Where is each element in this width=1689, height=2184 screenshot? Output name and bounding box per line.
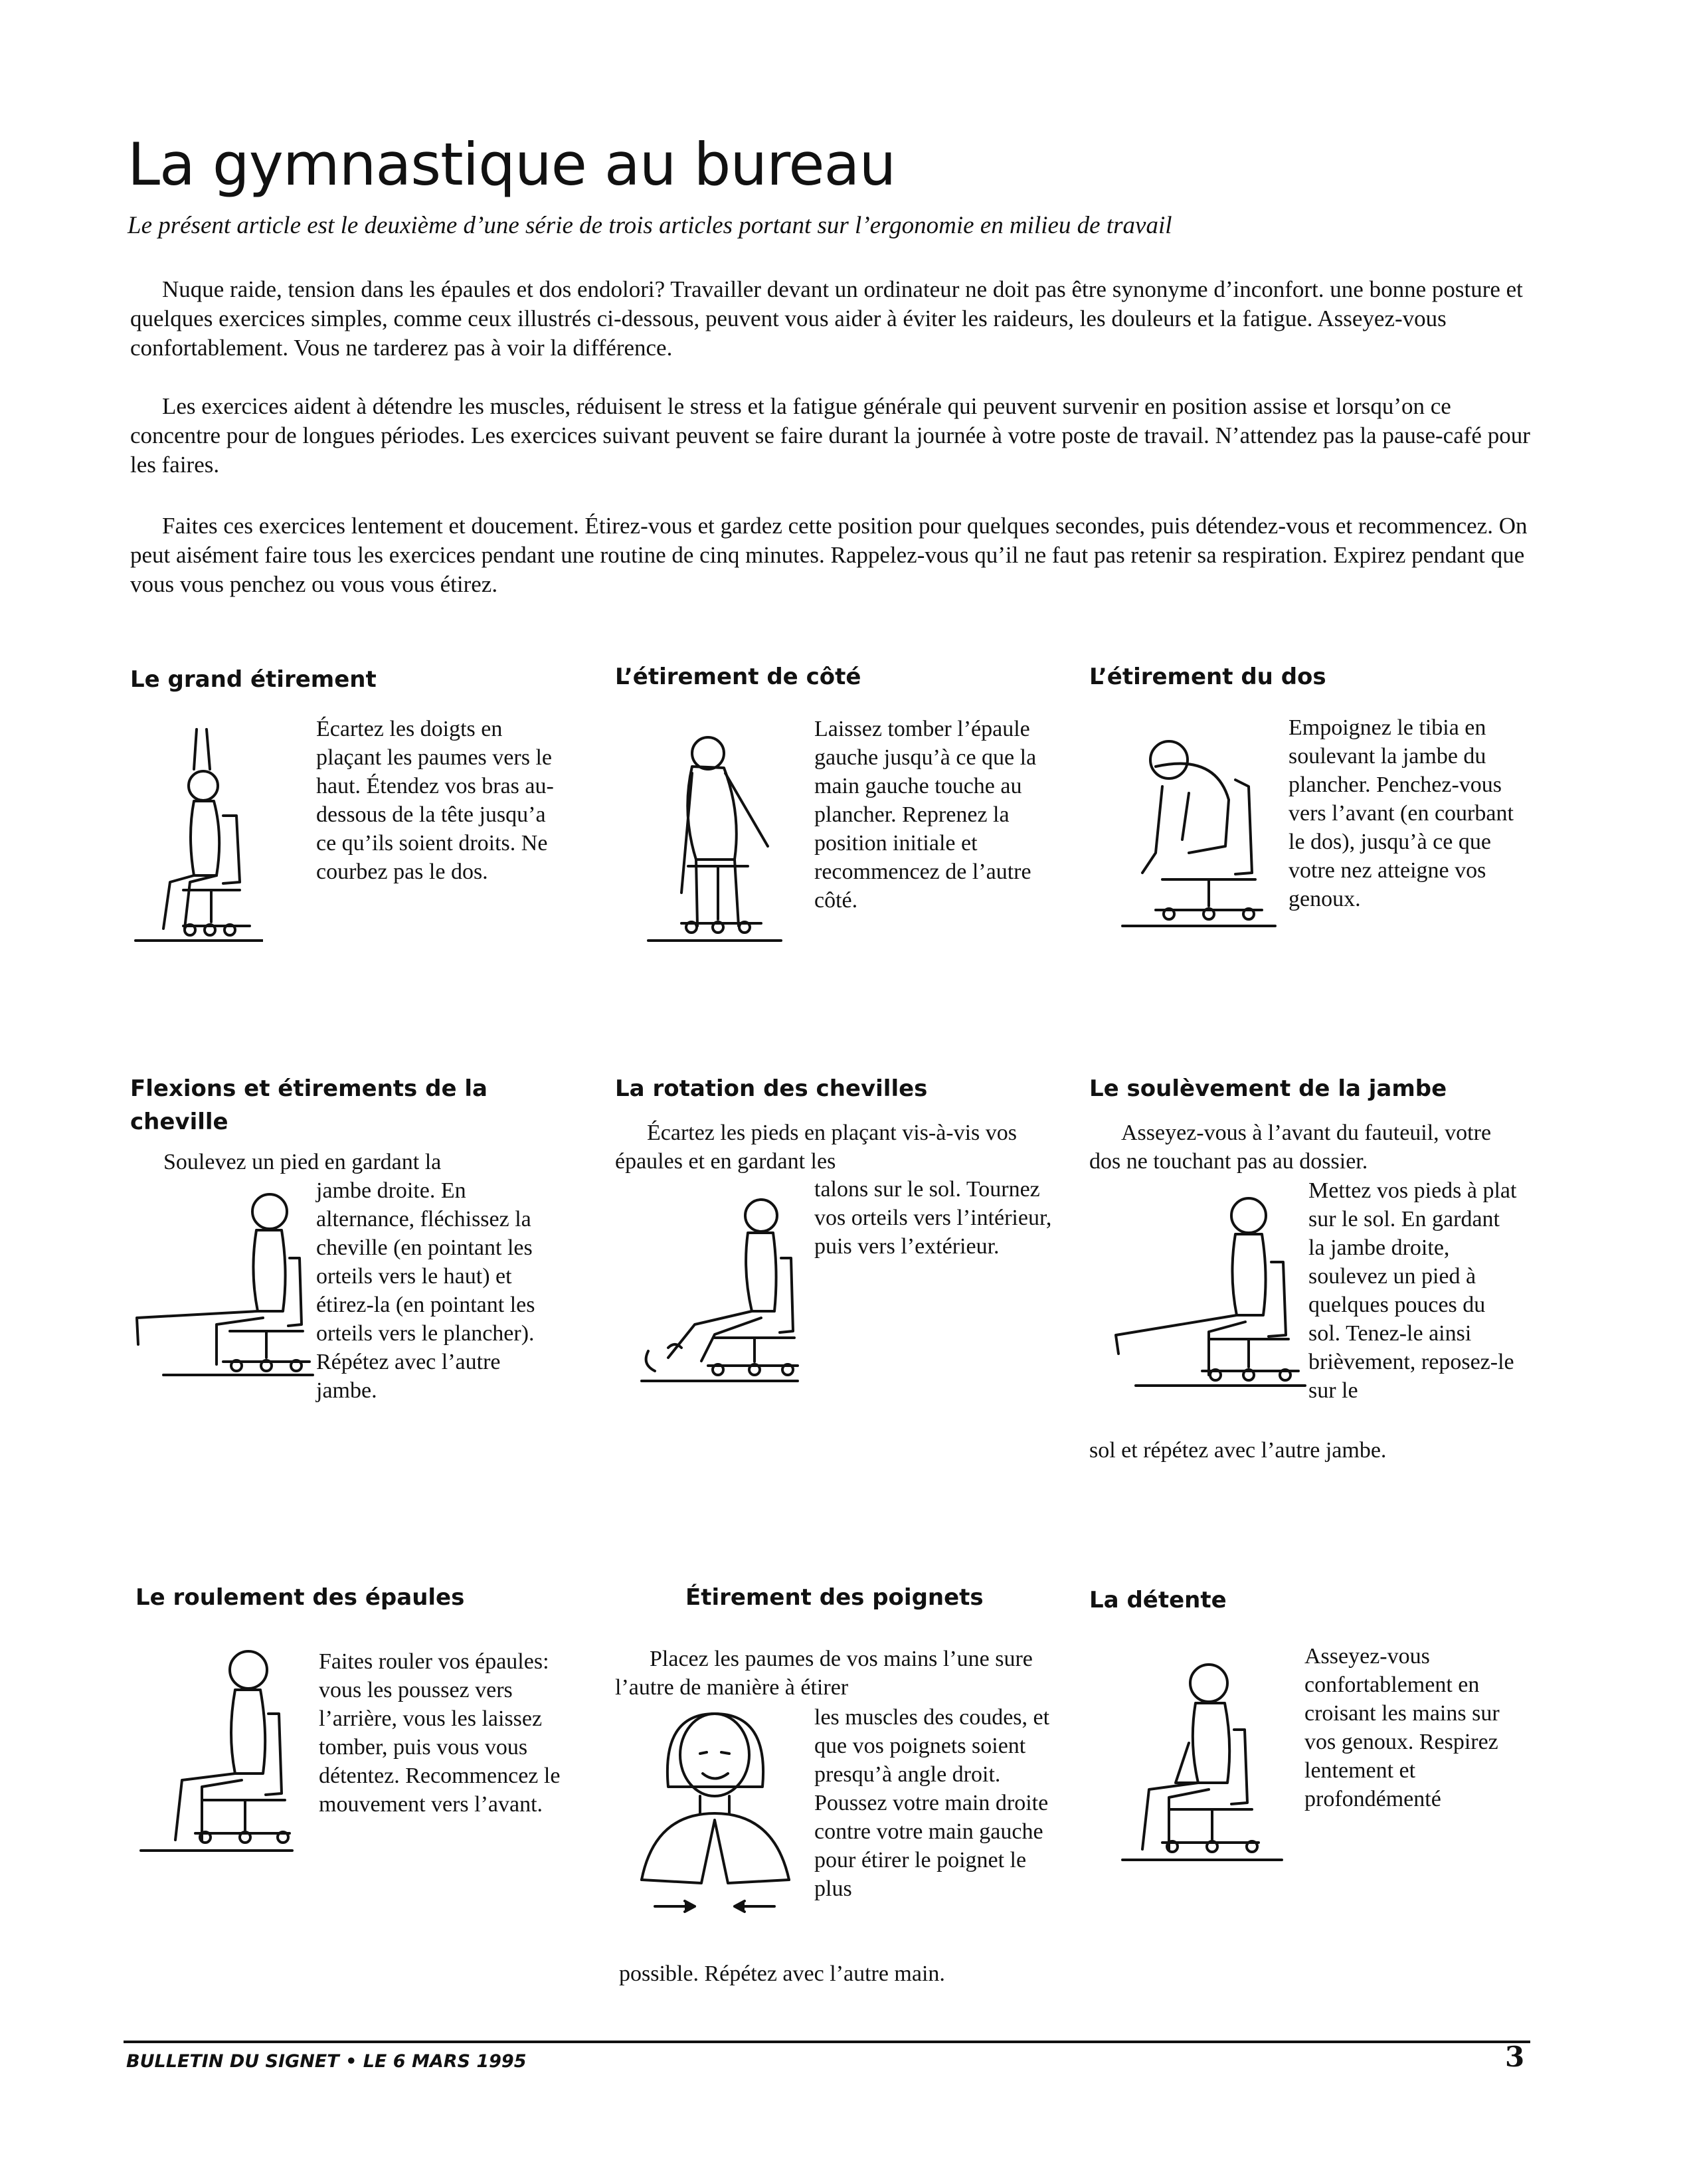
wrist-stretch-figure-illustration xyxy=(615,1707,814,1926)
exercise-text-tail: sol et répétez avec l’autre jambe. xyxy=(1089,1438,1387,1463)
stretch-up-figure-illustration xyxy=(130,716,263,968)
exercise-text-tail: possible. Répétez avec l’autre main. xyxy=(619,1961,945,1986)
exercise-text: Laissez tomber l’épaule gauche jusqu’à ce que la main gauche touche au plancher. Reprenez la position initiale et recommencez de l’autre côté. xyxy=(814,717,1037,913)
footer-rule xyxy=(124,2041,1530,2043)
exercise-title: La rotation des chevilles xyxy=(615,1075,928,1102)
exercise-etirement-poignets xyxy=(615,1581,1067,2006)
side-stretch-figure-illustration xyxy=(642,727,788,959)
exercise-grand-etirement xyxy=(130,663,555,982)
article-subtitle: Le présent article est le deuxième d’une série de trois articles portant sur l’ergonomie en milieu de travail xyxy=(128,212,1172,239)
exercise-title: L’étirement du dos xyxy=(1089,664,1326,690)
exercise-etirement-cote xyxy=(615,660,1067,979)
article-title: La gymnastique au bureau xyxy=(128,130,896,199)
footer-publication: BULLETIN DU SIGNET • LE 6 MARS 1995 xyxy=(126,2051,527,2072)
exercise-rotation-chevilles xyxy=(615,1072,1053,1417)
exercise-title: La détente xyxy=(1089,1587,1227,1613)
exercise-title: L’étirement de côté xyxy=(615,664,861,690)
exercise-roulement-epaules xyxy=(135,1581,561,1926)
exercise-title: Le soulèvement de la jambe xyxy=(1089,1075,1447,1102)
exercise-title: Le roulement des épaules xyxy=(135,1584,465,1611)
exercise-etirement-dos xyxy=(1089,660,1514,1006)
ankle-flex-figure-illustration xyxy=(130,1185,316,1398)
exercise-text: Faites rouler vos épaules: vous les poussez vers l’arrière, vous les laissez tomber, puis vous vous détentez. Recommencez le mouvement vers l’avant. xyxy=(319,1649,561,1817)
ankle-rotation-figure-illustration xyxy=(628,1192,801,1391)
exercise-text-lead: Soulevez un pied en gardant la xyxy=(163,1150,442,1174)
exercise-text-lead: Écartez les pieds en plaçant vis-à-vis vos épaules et en gardant les xyxy=(615,1121,1018,1174)
exercise-text: talons sur le sol. Tournez vos orteils vers l’intérieur, puis vers l’extérieur. xyxy=(814,1177,1052,1259)
intro-paragraph-3: Faites ces exercices lentement et doucement. Étirez-vous et gardez cette position pour quelques secondes, puis détendez-vous et recommencez. On peut aisément faire tous les exercices pendant une routine de cinq minutes. Rappelez-vous qu’il ne faut pas retenir sa respiration. Expirez pendant que vous vous penchez ou vous vous étirez. xyxy=(130,513,1528,597)
intro-paragraph-2: Les exercices aident à détendre les muscles, réduisent le stress et la fatigue générale qui peuvent survenir en position assise et lorsqu’on ce concentre pour de longues périodes. Les exercices suivant peuvent se faire durant la journée à votre poste de travail. N’attendez pas la pause-café pour les faires. xyxy=(130,393,1530,478)
exercise-text: jambe droite. En alternance, fléchissez la cheville (en pointant les orteils vers le haut) et étirez-la (en pointant les orteils vers le plancher). Répétez avec l’autre jambe. xyxy=(316,1178,535,1403)
exercise-text: les muscles des coudes, et que vos poignets soient presqu’à angle droit. Poussez votre main droite contre votre main gauche pour étirer le poignet le plus xyxy=(814,1705,1050,1901)
exercise-text: Écartez les doigts en plaçant les paumes vers le haut. Étendez vos bras au-dessous de la tête jusqu’a ce qu’ils soient droits. Ne courbez pas le dos. xyxy=(316,717,554,884)
back-stretch-figure-illustration xyxy=(1116,727,1282,939)
exercise-detente xyxy=(1089,1584,1514,1929)
exercise-text: Asseyez-vous confortablement en croisant les mains sur vos genoux. Respirez lentement et profondémenté xyxy=(1304,1644,1500,1811)
exercise-text-lead: Asseyez-vous à l’avant du fauteuil, votre dos ne touchant pas au dossier. xyxy=(1089,1121,1492,1174)
exercise-text: Mettez vos pieds à plat sur le sol. En gardant la jambe droite, soulevez un pied à quelques pouces du sol. Tenez-le ainsi brièvement, reposez-le sur le xyxy=(1308,1178,1517,1403)
relaxation-figure-illustration xyxy=(1116,1657,1289,1882)
exercise-title: Flexions et étirements de la cheville xyxy=(130,1075,488,1135)
exercise-text: Empoignez le tibia en soulevant la jambe du plancher. Penchez-vous vers l’avant (en courbant le dos), jusqu’à ce que votre nez atteigne vos genoux. xyxy=(1289,715,1514,911)
exercise-soulevement-jambe xyxy=(1089,1072,1521,1484)
exercise-flexions-cheville xyxy=(130,1072,555,1484)
intro-paragraph-1: Nuque raide, tension dans les épaules et dos endolori? Travailler devant un ordinateur ne doit pas être synonyme d’inconfort. une bonne posture et quelques exercices simples, comme ceux illustrés ci-dessous, peuvent vous aider à éviter les raideurs, les douleurs et la fatigue. Asseyez-vous confortablement. Vous ne tarderez pas à voir la différence. xyxy=(130,276,1523,361)
shoulder-roll-figure-illustration xyxy=(135,1641,295,1880)
page-number: 3 xyxy=(1505,2041,1525,2073)
exercise-title: Étirement des poignets xyxy=(685,1584,984,1611)
exercise-title: Le grand étirement xyxy=(130,666,377,693)
exercise-text-lead: Placez les paumes de vos mains l’une sure l’autre de manière à étirer xyxy=(615,1647,1033,1700)
leg-raise-figure-illustration xyxy=(1109,1189,1308,1402)
